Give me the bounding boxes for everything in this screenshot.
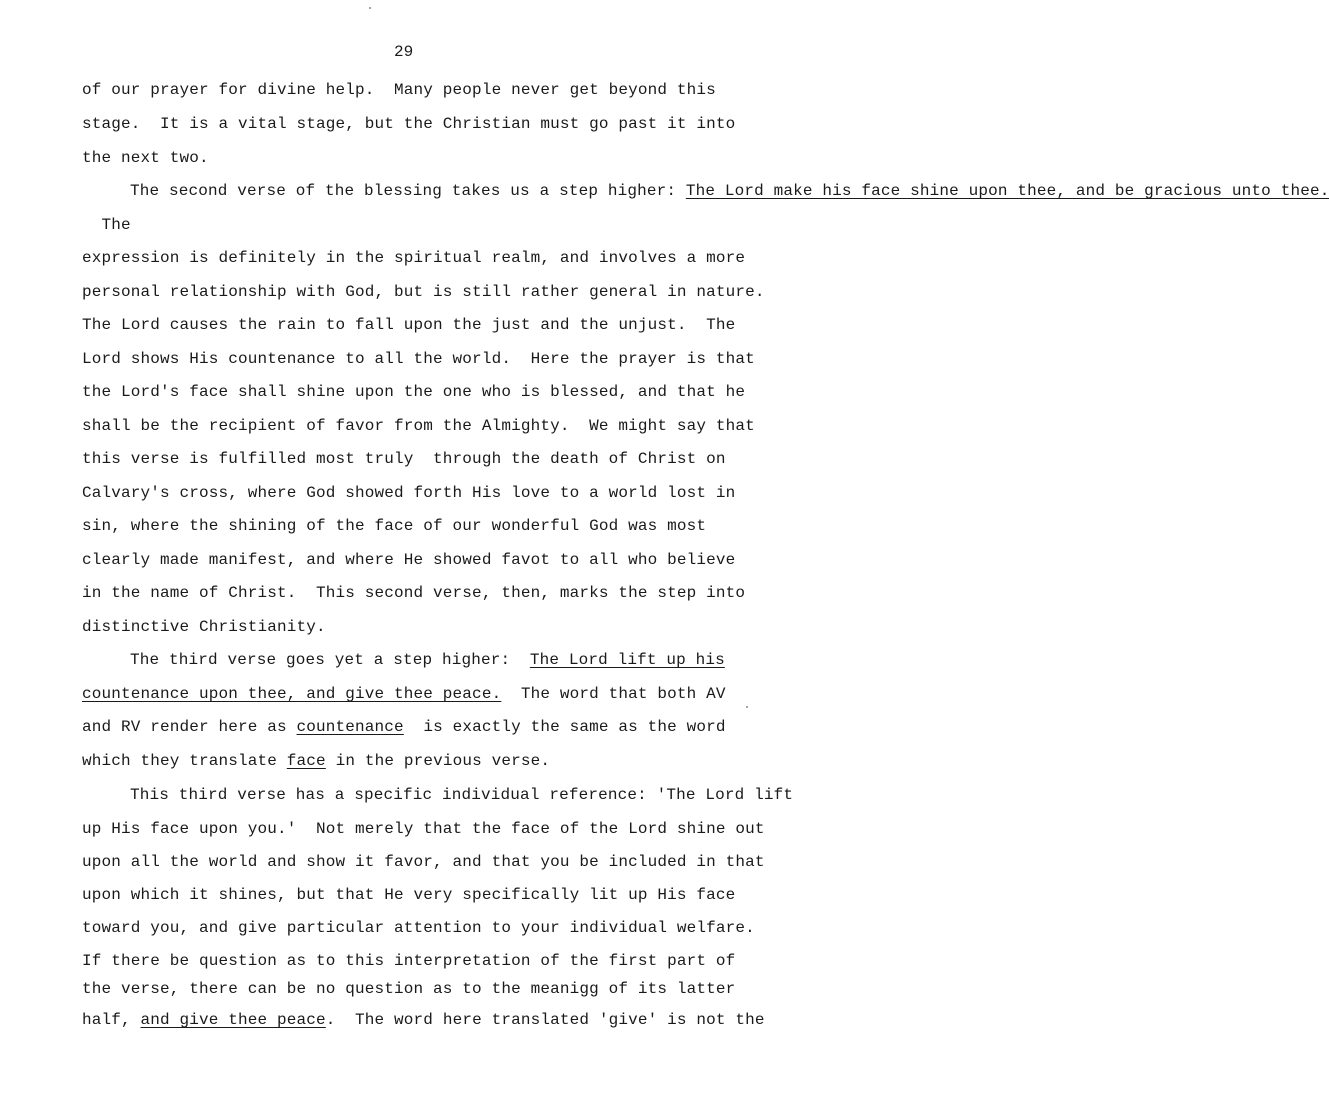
text-line: sin, where the shining of the face of our wonderful God was most xyxy=(82,517,707,535)
text-line xyxy=(82,1010,765,1030)
text-fragment: The xyxy=(82,216,131,234)
underlined-quote: The Lord make his face shine upon thee, and be gracious unto thee. xyxy=(685,182,1329,200)
text-line: stage. It is a vital stage, but the Christian must go past it into xyxy=(82,115,736,133)
page-number: 29 xyxy=(394,43,414,61)
text-line xyxy=(82,684,726,704)
text-line xyxy=(130,650,725,670)
scan-speck xyxy=(746,706,748,708)
text-line xyxy=(82,717,726,737)
text-fragment: . The word here translated 'give' is not the xyxy=(325,1011,765,1029)
text-line: upon all the world and show it favor, and that you be included in that xyxy=(82,853,765,871)
text-line: The Lord causes the rain to fall upon the just and the unjust. The xyxy=(82,316,736,334)
text-line: upon which it shines, but that He very specifically lit up His face xyxy=(82,886,736,904)
text-line: this verse is fulfilled most truly through the death of Christ on xyxy=(82,450,726,468)
text-line: Calvary's cross, where God showed forth His love to a world lost in xyxy=(82,484,736,502)
underlined-word: face xyxy=(286,752,326,770)
text-fragment: The second verse of the blessing takes us a step higher: xyxy=(130,182,686,200)
text-line: up His face upon you.' Not merely that the face of the Lord shine out xyxy=(82,820,765,838)
text-line xyxy=(82,215,131,235)
text-line: toward you, and give particular attention to your individual welfare. xyxy=(82,919,755,937)
text-fragment: in the previous verse. xyxy=(325,752,551,770)
text-line: the verse, there can be no question as to the meanigg of its latter xyxy=(82,980,736,998)
underlined-quote: The Lord lift up his xyxy=(529,651,725,669)
text-line xyxy=(82,751,550,771)
text-line: expression is definitely in the spiritual realm, and involves a more xyxy=(82,249,746,267)
scan-speck xyxy=(369,7,371,9)
text-fragment: The word that both AV xyxy=(501,685,726,703)
text-line: shall be the recipient of favor from the Almighty. We might say that xyxy=(82,417,755,435)
text-line: clearly made manifest, and where He showed favot to all who believe xyxy=(82,551,736,569)
text-fragment: half, xyxy=(82,1011,141,1029)
text-line: Lord shows His countenance to all the world. Here the prayer is that xyxy=(82,350,755,368)
underlined-word: countenance xyxy=(296,718,404,736)
text-line: the Lord's face shall shine upon the one who is blessed, and that he xyxy=(82,383,746,401)
text-line: in the name of Christ. This second verse, then, marks the step into xyxy=(82,584,746,602)
text-fragment: which they translate xyxy=(82,752,287,770)
text-line: distinctive Christianity. xyxy=(82,618,326,636)
text-fragment: and RV render here as xyxy=(82,718,297,736)
text-fragment: The third verse goes yet a step higher: xyxy=(130,651,530,669)
text-line xyxy=(130,181,1329,201)
text-line: of our prayer for divine help. Many people never get beyond this xyxy=(82,81,716,99)
text-fragment: is exactly the same as the word xyxy=(403,718,726,736)
underlined-quote: and give thee peace xyxy=(140,1011,326,1029)
text-line: This third verse has a specific individual reference: 'The Lord lift xyxy=(130,786,794,804)
underlined-quote: countenance upon thee, and give thee peace. xyxy=(82,685,502,703)
text-line: If there be question as to this interpretation of the first part of xyxy=(82,952,736,970)
text-line: the next two. xyxy=(82,149,209,167)
text-line: personal relationship with God, but is still rather general in nature. xyxy=(82,283,765,301)
